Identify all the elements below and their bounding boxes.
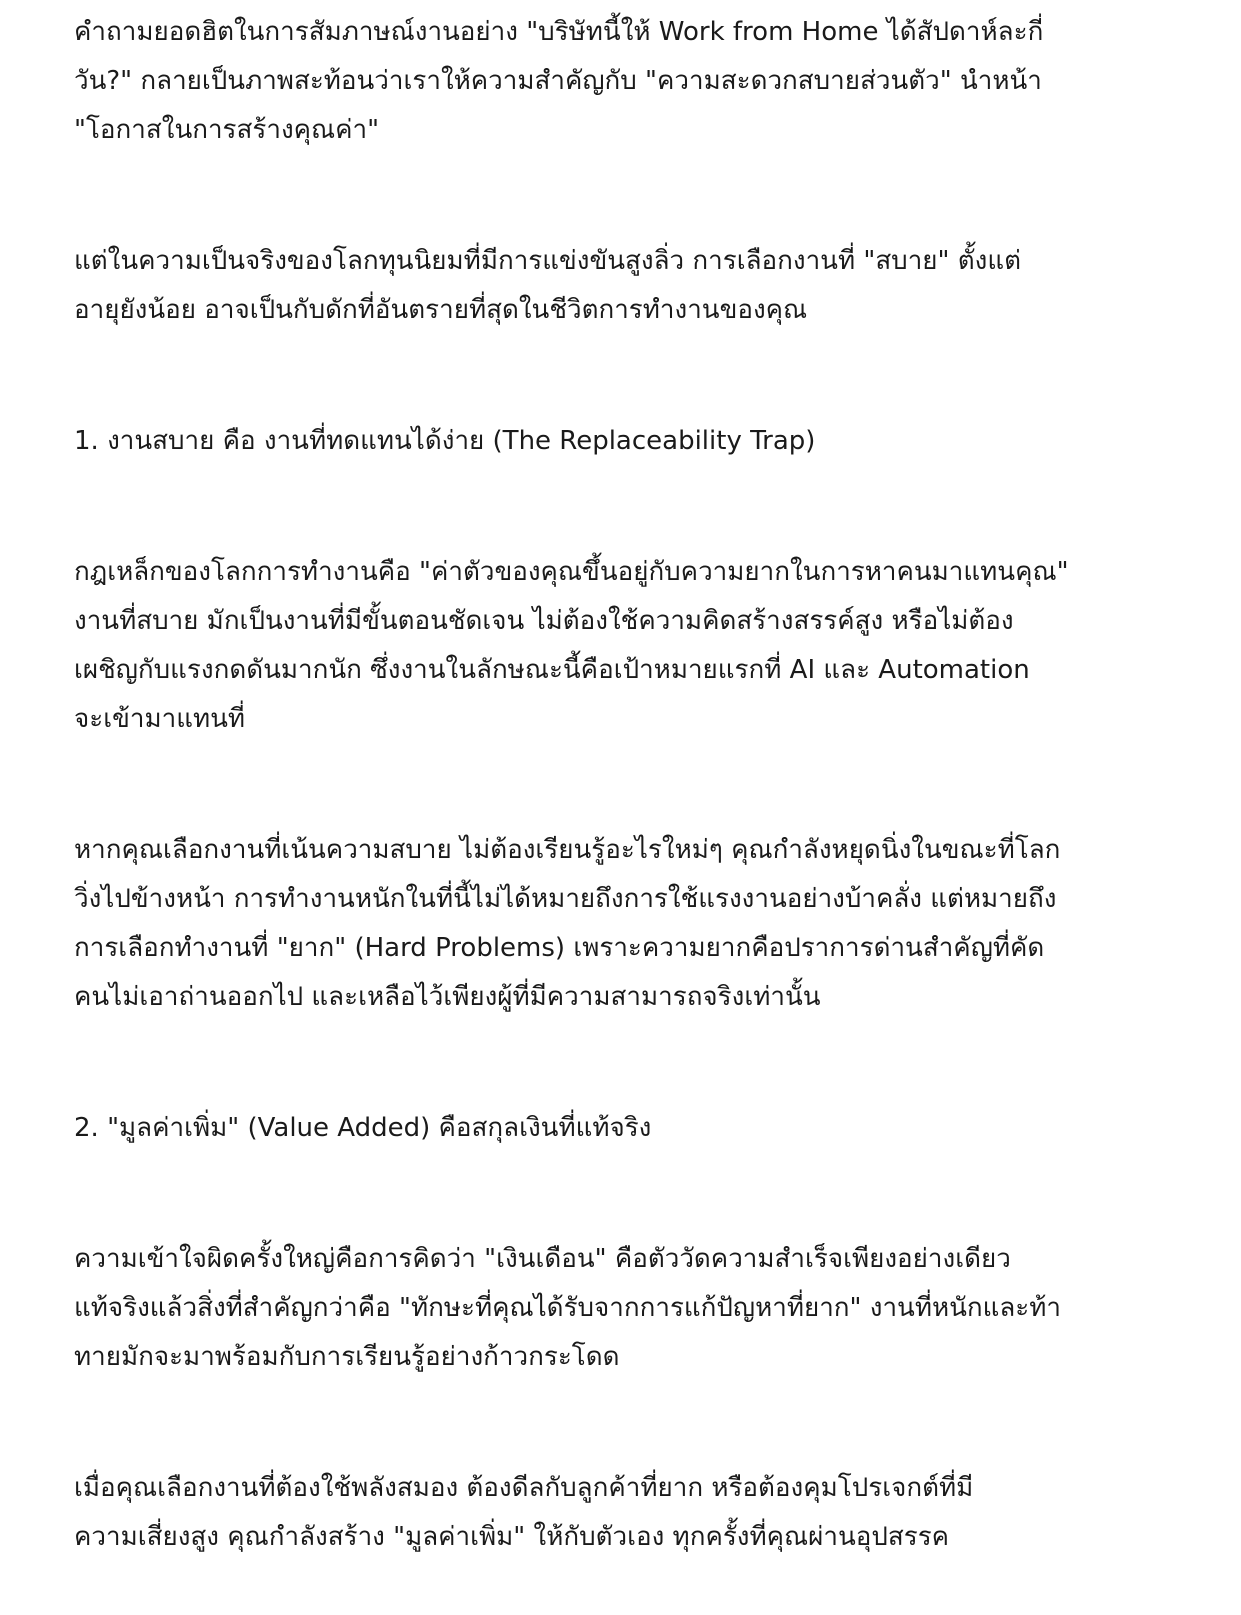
paragraph-gap (74, 155, 1174, 237)
paragraph-gap (74, 1153, 1174, 1235)
section-heading-2: 2. "มูลค่าเพิ่ม" (Value Added) คือสกุลเงินที่แท้จริง (74, 1113, 652, 1143)
paragraph-gap (74, 1382, 1174, 1464)
paragraph-gap (74, 1022, 1174, 1104)
paragraph-value-added: เมื่อคุณเลือกงานที่ต้องใช้พลังสมอง ต้องดีลกับลูกค้าที่ยาก หรือต้องคุมโปรเจกต์ที่มี ความเสี่ยงสูง คุณกำลังสร้าง "มูลค่าเพิ่ม" ให้กับตัวเอง ทุกครั้งที่คุณผ่านอุปสรรค (74, 1473, 974, 1552)
paragraph-gap (74, 744, 1174, 826)
paragraph-iron-rule: กฎเหล็กของโลกการทำงานคือ "ค่าตัวของคุณขึ้นอยู่กับความยากในการหาคนมาแทนคุณ" งานที่สบาย มักเป็นงานที่มีขั้นตอนชัดเจน ไม่ต้องใช้ความคิดสร้างสรรค์สูง หรือไม่ต้อง เผชิญกับแรงกดดันมากนัก ซึ่งงานในลักษณะนี้คือเป้าหมายแรกที่ AI และ Automation จะเข้ามาแทนที่ (74, 557, 1069, 734)
paragraph-comfort-trap: แต่ในความเป็นจริงของโลกทุนนิยมที่มีการแข่งขันสูงลิ่ว การเลือกงานที่ "สบาย" ตั้งแต่ อายุยังน้อย อาจเป็นกับดักที่อันตรายที่สุดในชีวิตการทำงานของคุณ (74, 246, 1021, 325)
paragraph-salary-misconception: ความเข้าใจผิดครั้งใหญ่คือการคิดว่า "เงินเดือน" คือตัววัดความสำเร็จเพียงอย่างเดียว แท้จริงแล้วสิ่งที่สำคัญกว่าคือ "ทักษะที่คุณได้รับจากการแก้ปัญหาที่ยาก" งานที่หนักและท้า ทายมักจะมาพร้อมกับการเรียนรู้อย่างก้าวกระโดด (74, 1244, 1062, 1372)
section-heading-1: 1. งานสบาย คือ งานที่ทดแทนได้ง่าย (The Replaceability Trap) (74, 426, 816, 456)
paragraph-hard-problems: หากคุณเลือกงานที่เน้นความสบาย ไม่ต้องเรียนรู้อะไรใหม่ๆ คุณกำลังหยุดนิ่งในขณะที่โลก วิ่งไปข้างหน้า การทำงานหนักในที่นี้ไม่ได้หมายถึงการใช้แรงงานอย่างบ้าคลั่ง แต่หมายถึง การเลือกทำงานที่ "ยาก" (Hard Problems) เพราะความยากคือปราการด่านสำคัญที่คัด คนไม่เอาถ่านออกไป และเหลือไว้เพียงผู้ที่มีความสามารถจริงเท่านั้น (74, 835, 1061, 1012)
paragraph-intro: คำถามยอดฮิตในการสัมภาษณ์งานอย่าง "บริษัทนี้ให้ Work from Home ได้สัปดาห์ละกี่ วัน?" กลายเป็นภาพสะท้อนว่าเราให้ความสำคัญกับ "ความสะดวกสบายส่วนตัว" นำหน้า "โอกาสในการสร้างคุณค่า" (74, 17, 1044, 145)
paragraph-gap (74, 466, 1174, 548)
paragraph-gap (74, 335, 1174, 417)
article-body (74, 8, 1174, 1562)
